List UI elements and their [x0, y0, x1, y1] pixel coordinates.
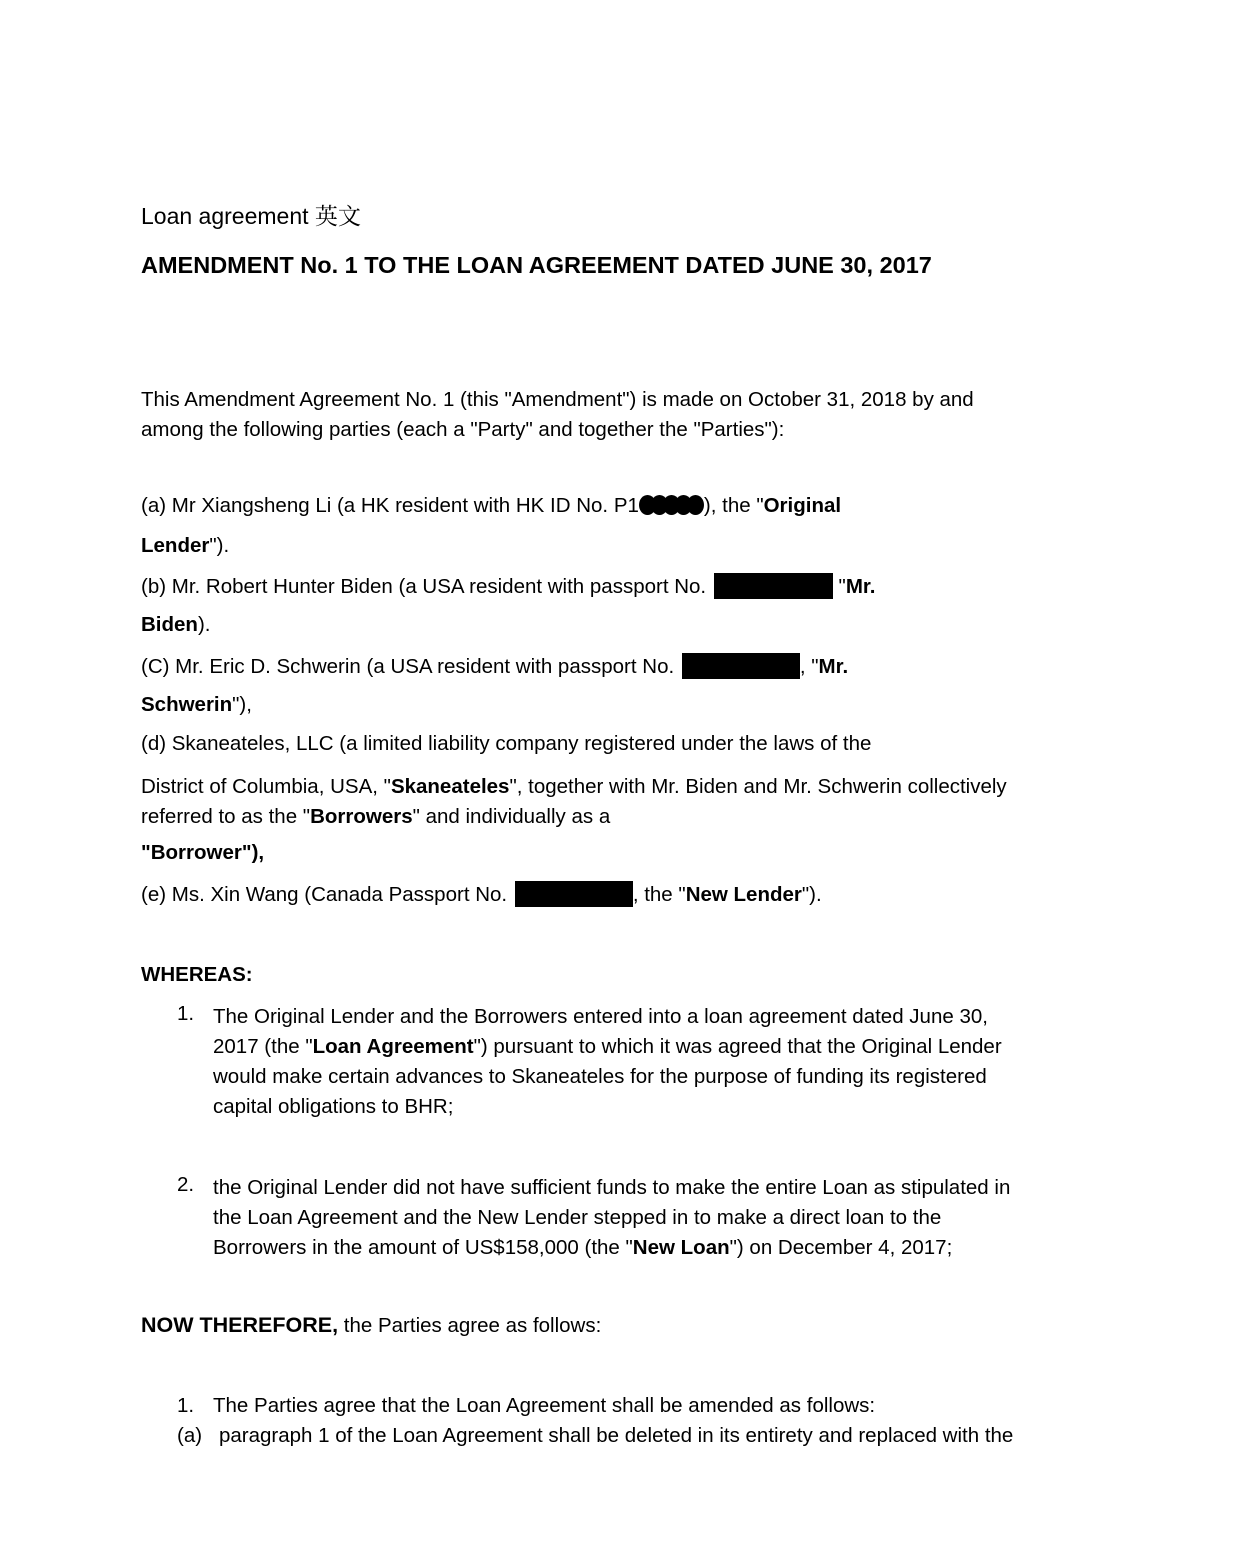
whereas-heading: WHEREAS: [141, 963, 253, 986]
redacted-passport-number [515, 881, 633, 907]
party-b-text: (b) Mr. Robert Hunter Biden (a USA resident with passport No. [141, 575, 707, 598]
new-loan-term: New Loan [632, 1236, 730, 1259]
intro-line-2: among the following parties (each a "Party" and together the "Parties"): [141, 418, 785, 441]
party-a-line-2: Lender"). [141, 534, 230, 557]
now-therefore-line: NOW THEREFORE, the Parties agree as follows: [141, 1313, 602, 1337]
terms-item-1: The Parties agree that the Loan Agreement shall be amended as follows: [213, 1394, 876, 1417]
party-d-line-4 [141, 841, 264, 865]
party-e-text: (e) Ms. Xin Wang (Canada Passport No. [141, 883, 508, 906]
party-b-line-2: Biden). [141, 613, 211, 636]
party-c-line-1: (C) Mr. Eric D. Schwerin (a USA resident with passport No. , "Mr. [141, 655, 849, 678]
borrower-term: "Borrower"), [141, 841, 265, 864]
redacted-id-number [639, 495, 704, 515]
document-label: Loan agreement 英文 [141, 203, 361, 229]
intro-paragraph [141, 385, 974, 445]
redacted-passport-number [682, 653, 800, 679]
party-e-line: (e) Ms. Xin Wang (Canada Passport No. , the "New Lender"). [141, 883, 822, 906]
mr-schwerin-term: Mr. [818, 655, 849, 678]
borrowers-term: Borrowers [310, 805, 413, 828]
now-therefore-term: NOW THEREFORE, [141, 1313, 339, 1337]
redacted-passport-number [714, 573, 833, 599]
party-a-text: (a) Mr Xiangsheng Li (a HK resident with HK ID No. P1 [141, 494, 639, 517]
party-d-line-1: (d) Skaneateles, LLC (a limited liability company registered under the laws of the [141, 732, 872, 755]
skaneateles-term: Skaneateles [390, 775, 510, 798]
loan-agreement-term: Loan Agreement [312, 1035, 474, 1058]
terms-item-1-number: 1. [177, 1394, 195, 1417]
terms-sub-text: paragraph 1 of the Loan Agreement shall be deleted in its entirety and replaced with the [219, 1424, 1014, 1447]
party-c-line-2: Schwerin"), [141, 693, 252, 716]
party-c-text: (C) Mr. Eric D. Schwerin (a USA resident with passport No. [141, 655, 675, 678]
whereas-item-1-number: 1. [177, 1002, 195, 1025]
terms-sub-label: (a) [177, 1424, 203, 1447]
document-title: AMENDMENT No. 1 TO THE LOAN AGREEMENT DATED JUNE 30, 2017 [141, 252, 932, 278]
original-lender-term: Original [763, 494, 842, 517]
party-b-line-1: (b) Mr. Robert Hunter Biden (a USA resident with passport No. "Mr. [141, 575, 876, 598]
party-d-paragraph: District of Columbia, USA, "Skaneateles", together with Mr. Biden and Mr. Schwerin collectively referred to as the "Borrowers" and individually as a [141, 775, 1007, 828]
party-a-line-1: (a) Mr Xiangsheng Li (a HK resident with HK ID No. P1 ), the "Original [141, 494, 842, 517]
mr-biden-term: Mr. [845, 575, 876, 598]
intro-line-1: This Amendment Agreement No. 1 (this "Amendment") is made on October 31, 2018 by and [141, 388, 974, 411]
new-lender-term: New Lender [685, 883, 802, 906]
whereas-item-2-number: 2. [177, 1173, 195, 1196]
whereas-item-1: The Original Lender and the Borrowers entered into a loan agreement dated June 30, 2017 (the "Loan Agreement") pursuant to which it was agreed that the Original Lender would make certain advances to Skaneateles for the purpose of funding its registered capital obligations to BHR; [213, 1005, 1002, 1118]
whereas-item-2: the Original Lender did not have sufficient funds to make the entire Loan as stipulated in the Loan Agreement and the New Lender stepped in to make a direct loan to the Borrowers in the amount of US$158,000 (the "New Loan") on December 4, 2017; [213, 1176, 1011, 1259]
